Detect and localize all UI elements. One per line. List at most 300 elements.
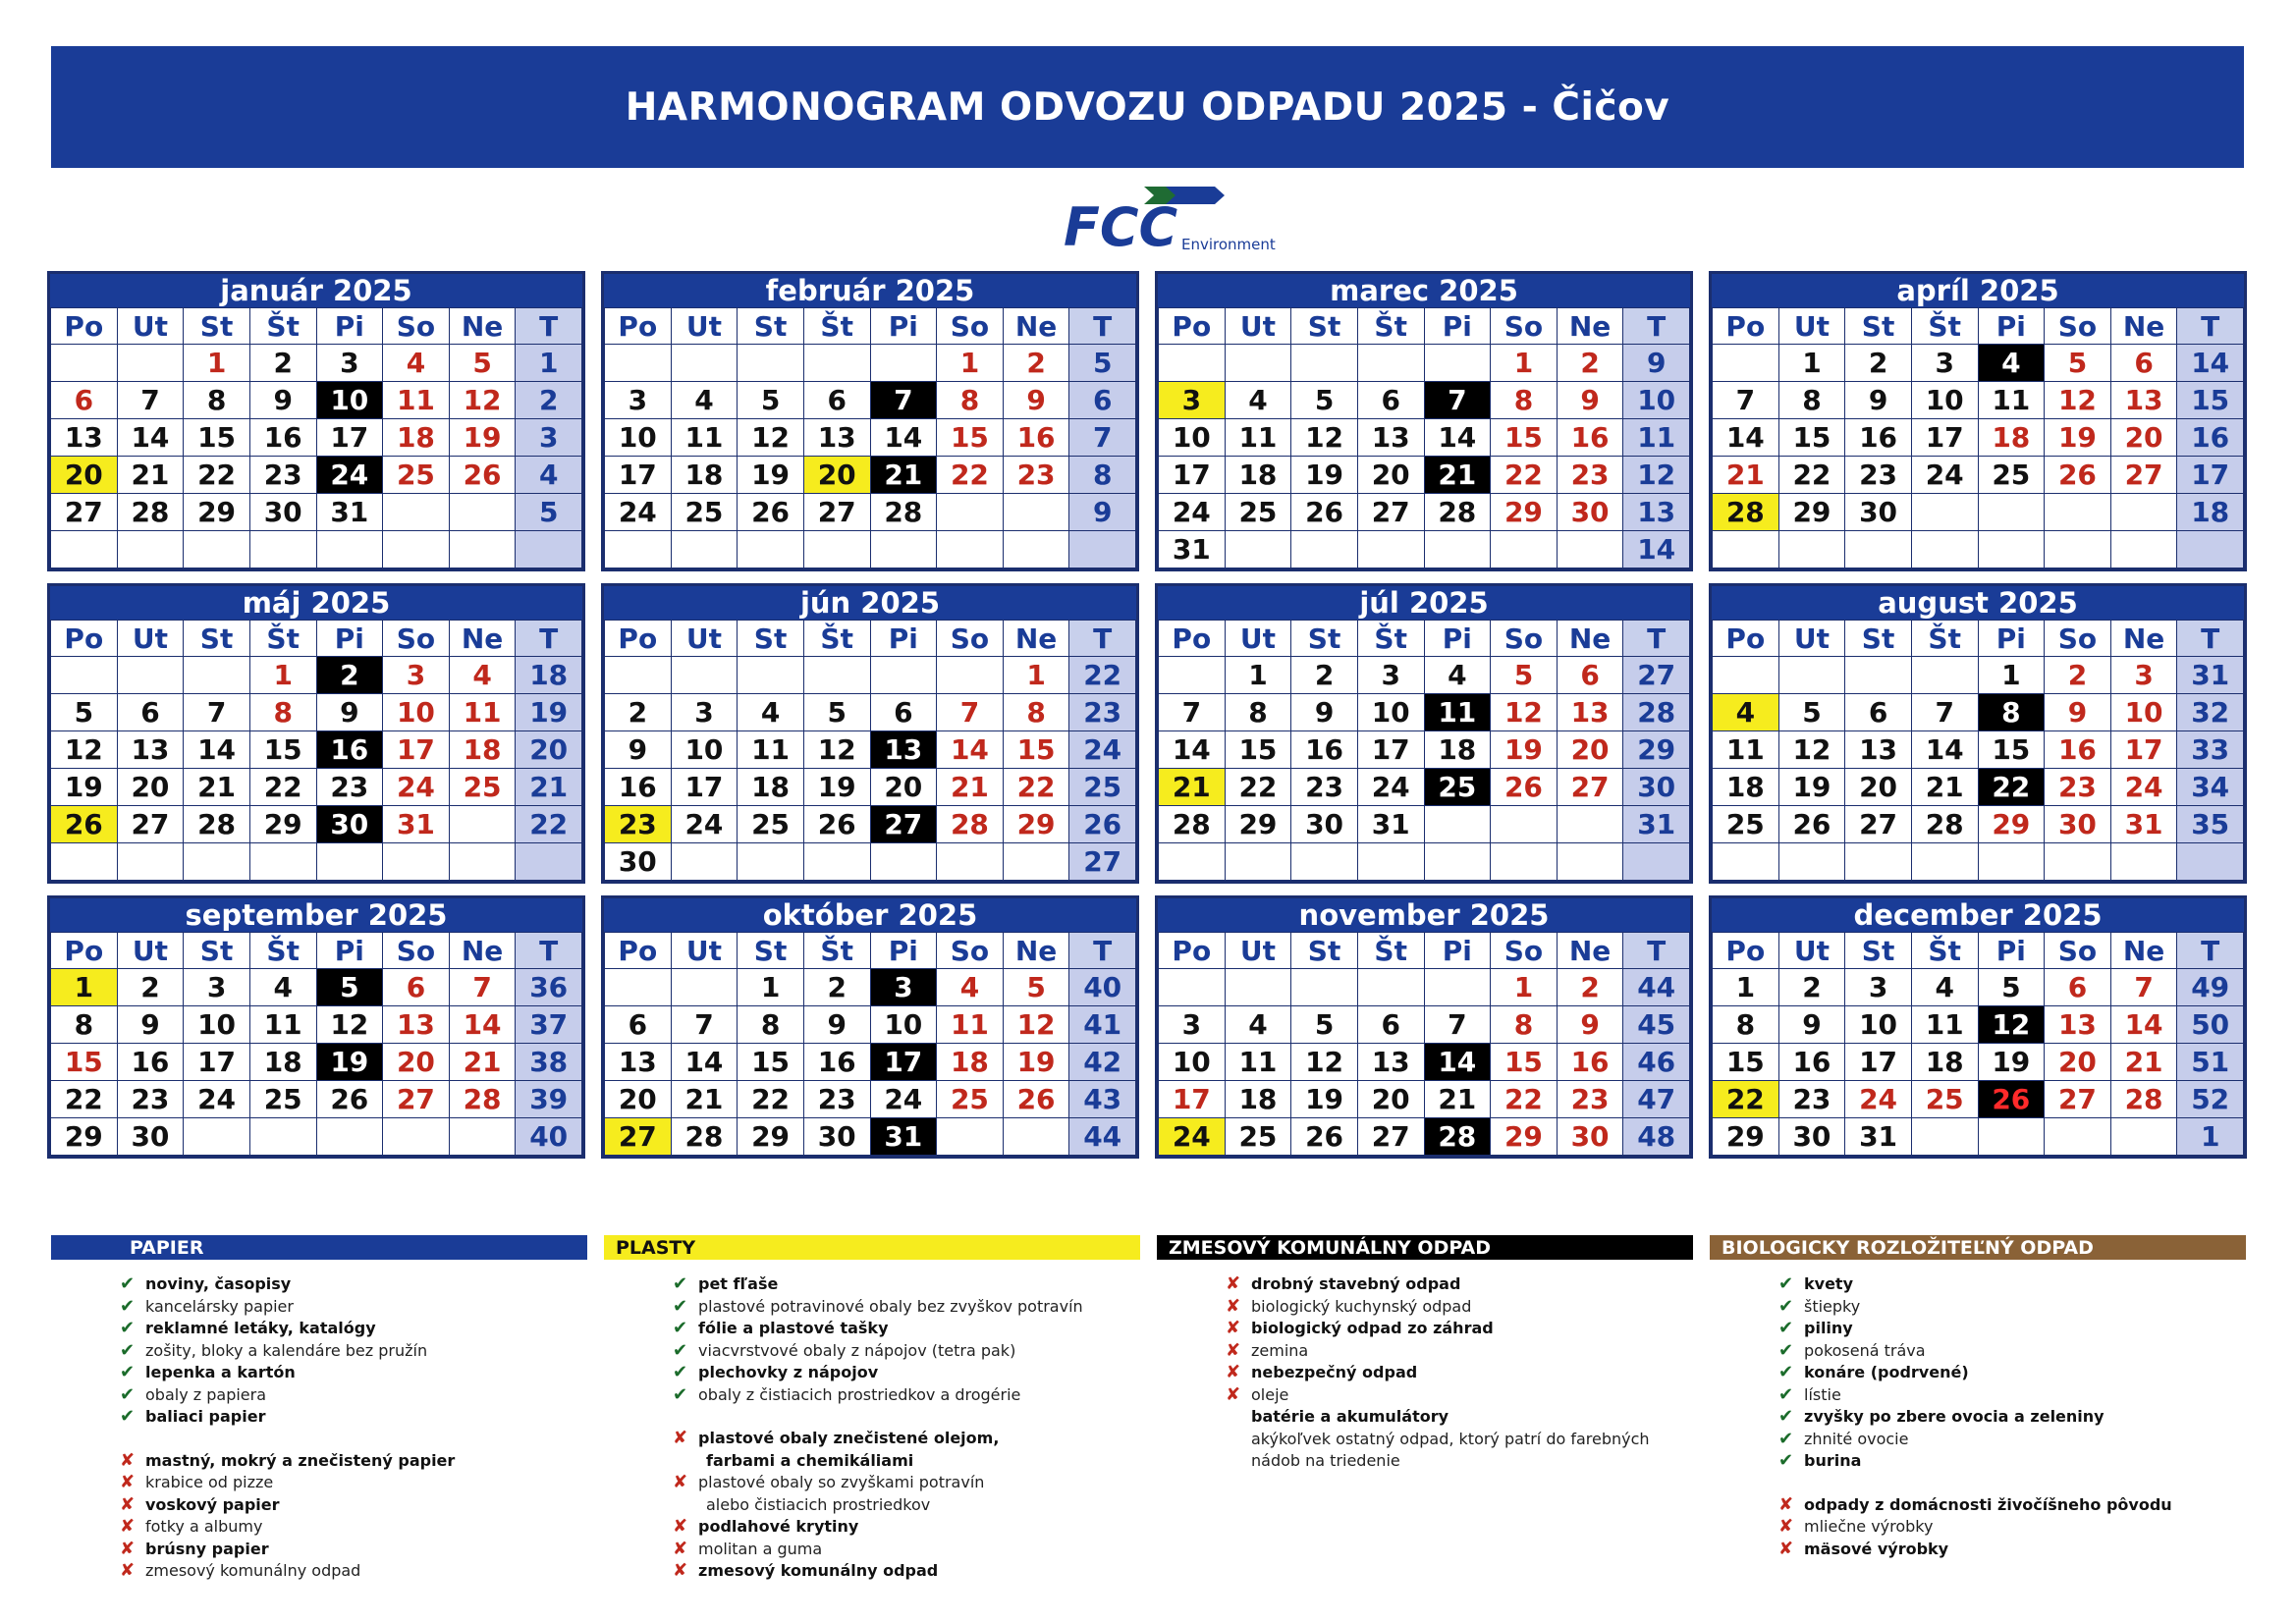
day-cell: 12 — [1978, 1006, 2045, 1044]
day-cell — [383, 1118, 450, 1156]
day-cell — [803, 531, 870, 568]
month-title: apríl 2025 — [1712, 274, 2244, 307]
day-cell: 17 — [184, 1044, 250, 1081]
day-cell: 18 — [738, 769, 804, 806]
week-number-header: T — [2177, 621, 2244, 657]
calendar-grid — [47, 271, 2247, 1159]
day-cell: 14 — [449, 1006, 516, 1044]
legend-item-text: obaly z papiera — [145, 1384, 267, 1404]
day-cell: 2 — [1557, 969, 1623, 1006]
weekday-header: St — [1291, 933, 1358, 969]
weekday-header: Po — [1159, 308, 1226, 345]
day-cell: 31 — [316, 494, 383, 531]
legend-item — [1226, 1318, 1693, 1340]
week-row — [1159, 731, 1690, 769]
day-cell: 16 — [2045, 731, 2111, 769]
week-number-cell: 30 — [1623, 769, 1690, 806]
week-row — [605, 419, 1136, 457]
weekday-header: Po — [51, 621, 118, 657]
weekday-header: St — [1291, 308, 1358, 345]
day-cell: 12 — [51, 731, 118, 769]
day-cell: 19 — [2045, 419, 2111, 457]
day-cell: 21 — [1424, 1081, 1491, 1118]
day-cell: 17 — [2110, 731, 2177, 769]
legend-item — [1778, 1296, 2246, 1319]
week-number-cell: 4 — [516, 457, 582, 494]
legend-item — [1226, 1362, 1693, 1384]
day-cell: 24 — [383, 769, 450, 806]
week-number-cell: 7 — [1069, 419, 1136, 457]
weekday-header: Po — [605, 308, 672, 345]
week-number-header: T — [1623, 933, 1690, 969]
weekday-header: Ut — [117, 308, 184, 345]
day-cell — [383, 494, 450, 531]
week-row — [605, 531, 1136, 568]
week-row — [1713, 769, 2244, 806]
cross-icon: ✘ — [120, 1472, 136, 1492]
legend-item — [1226, 1384, 1693, 1407]
legend-papier — [51, 1235, 587, 1583]
cross-icon: ✘ — [1226, 1318, 1241, 1338]
day-cell — [2045, 531, 2111, 568]
day-cell — [671, 657, 738, 694]
week-row — [1713, 843, 2244, 881]
legend-item-text: zošity, bloky a kalendáre bez pružín — [145, 1340, 428, 1360]
month-table — [50, 307, 582, 568]
day-cell — [2110, 1118, 2177, 1156]
week-number-cell: 46 — [1623, 1044, 1690, 1081]
month-table — [1712, 307, 2244, 568]
day-cell: 4 — [1713, 694, 1779, 731]
month-table — [50, 620, 582, 881]
day-cell: 1 — [184, 345, 250, 382]
weekday-header: Ne — [1003, 621, 1069, 657]
legend-item-text: pokosená tráva — [1804, 1340, 1926, 1360]
legend-item-text: plastové obaly znečistené olejom, — [698, 1429, 1000, 1447]
day-cell: 30 — [117, 1118, 184, 1156]
weekday-header: Ut — [1225, 933, 1291, 969]
month-title: júl 2025 — [1158, 586, 1690, 620]
legend-item — [1226, 1340, 1693, 1363]
day-cell: 5 — [1291, 382, 1358, 419]
day-cell: 9 — [2045, 694, 2111, 731]
day-cell — [383, 531, 450, 568]
day-cell: 25 — [449, 769, 516, 806]
day-cell: 15 — [184, 419, 250, 457]
legend-title: BIOLOGICKY ROZLOŽITEĽNÝ ODPAD — [1710, 1235, 2246, 1260]
legend-item — [1778, 1273, 2246, 1296]
day-cell: 20 — [1557, 731, 1623, 769]
legend-list — [1710, 1273, 2246, 1560]
legend-item — [1226, 1429, 1693, 1451]
day-cell — [738, 843, 804, 881]
month-calendar — [601, 583, 1139, 884]
day-cell — [1845, 843, 1912, 881]
month-title: august 2025 — [1712, 586, 2244, 620]
day-cell — [605, 345, 672, 382]
day-cell: 5 — [1491, 657, 1558, 694]
day-cell: 16 — [803, 1044, 870, 1081]
day-cell: 28 — [117, 494, 184, 531]
day-cell: 29 — [1225, 806, 1291, 843]
legend-item — [120, 1560, 587, 1583]
day-cell: 21 — [870, 457, 937, 494]
week-row — [1159, 1118, 1690, 1156]
legend-zmesovy — [1157, 1235, 1693, 1583]
day-cell: 13 — [870, 731, 937, 769]
legend-item-text: batérie a akumulátory — [1251, 1407, 1449, 1426]
checkmark-icon: ✔ — [1778, 1406, 1794, 1427]
legend-item — [1778, 1406, 2246, 1429]
week-number-cell: 43 — [1069, 1081, 1136, 1118]
day-cell — [316, 843, 383, 881]
day-cell: 22 — [1003, 769, 1069, 806]
day-cell — [2110, 531, 2177, 568]
day-cell — [1978, 531, 2045, 568]
day-cell: 29 — [1778, 494, 1845, 531]
legend-item-text: plechovky z nápojov — [698, 1363, 879, 1381]
day-cell: 23 — [1291, 769, 1358, 806]
day-cell: 3 — [605, 382, 672, 419]
week-row — [1159, 457, 1690, 494]
week-number-cell: 18 — [2177, 494, 2244, 531]
week-row — [605, 769, 1136, 806]
day-cell: 2 — [1291, 657, 1358, 694]
weekday-header: So — [1491, 621, 1558, 657]
day-cell: 12 — [803, 731, 870, 769]
day-cell: 6 — [605, 1006, 672, 1044]
week-number-cell: 31 — [2177, 657, 2244, 694]
day-cell: 12 — [1003, 1006, 1069, 1044]
week-row — [51, 345, 582, 382]
day-cell: 9 — [605, 731, 672, 769]
checkmark-icon: ✔ — [120, 1406, 136, 1427]
legend-item-text: voskový papier — [145, 1494, 280, 1514]
day-cell: 16 — [1003, 419, 1069, 457]
day-cell: 30 — [1291, 806, 1358, 843]
day-cell: 5 — [1978, 969, 2045, 1006]
week-row — [605, 1118, 1136, 1156]
day-cell: 24 — [1159, 494, 1226, 531]
legend-item-text: mliečne výrobky — [1804, 1517, 1934, 1536]
day-cell: 28 — [1159, 806, 1226, 843]
day-cell: 7 — [1424, 382, 1491, 419]
day-cell: 10 — [383, 694, 450, 731]
day-cell — [1291, 843, 1358, 881]
cross-icon: ✘ — [1778, 1493, 1794, 1515]
legend-item — [673, 1406, 1140, 1428]
day-cell: 10 — [2110, 694, 2177, 731]
day-cell: 13 — [2110, 382, 2177, 419]
week-number-cell: 9 — [1069, 494, 1136, 531]
day-cell: 9 — [249, 382, 316, 419]
week-number-cell: 27 — [1623, 657, 1690, 694]
week-number-cell: 16 — [2177, 419, 2244, 457]
page-title: HARMONOGRAM ODVOZU ODPADU 2025 - Čičov — [625, 84, 1670, 130]
day-cell: 26 — [1778, 806, 1845, 843]
week-row — [1159, 769, 1690, 806]
week-row — [51, 457, 582, 494]
week-row — [1713, 457, 2244, 494]
day-cell — [249, 531, 316, 568]
week-number-cell: 49 — [2177, 969, 2244, 1006]
weekday-header: Št — [249, 933, 316, 969]
day-cell: 12 — [1291, 419, 1358, 457]
week-row — [605, 657, 1136, 694]
day-cell: 8 — [1713, 1006, 1779, 1044]
day-cell: 25 — [1424, 769, 1491, 806]
weekday-header: So — [2045, 621, 2111, 657]
day-cell: 11 — [1713, 731, 1779, 769]
weekday-header: Ut — [1778, 933, 1845, 969]
day-cell: 21 — [937, 769, 1004, 806]
day-cell: 29 — [184, 494, 250, 531]
day-cell: 3 — [870, 969, 937, 1006]
weekday-header: St — [184, 621, 250, 657]
day-cell: 21 — [671, 1081, 738, 1118]
week-number-cell: 5 — [516, 494, 582, 531]
day-cell — [803, 345, 870, 382]
day-cell — [1159, 969, 1226, 1006]
day-cell: 2 — [2045, 657, 2111, 694]
weekday-header: So — [1491, 308, 1558, 345]
week-row — [605, 806, 1136, 843]
logo-subtext: Environment — [1181, 236, 1276, 253]
day-cell: 8 — [937, 382, 1004, 419]
week-row — [1713, 657, 2244, 694]
day-cell: 20 — [870, 769, 937, 806]
legend-item — [1778, 1340, 2246, 1363]
week-row — [605, 1044, 1136, 1081]
day-cell: 6 — [117, 694, 184, 731]
month-table — [604, 620, 1136, 881]
week-number-cell: 15 — [2177, 382, 2244, 419]
weekday-header: Pi — [870, 308, 937, 345]
week-row — [1713, 1081, 2244, 1118]
day-cell: 29 — [1713, 1118, 1779, 1156]
day-cell: 11 — [738, 731, 804, 769]
day-cell: 27 — [1557, 769, 1623, 806]
week-number-cell — [2177, 843, 2244, 881]
day-cell: 5 — [2045, 345, 2111, 382]
day-cell — [1291, 345, 1358, 382]
legend-item — [1778, 1473, 2246, 1494]
day-cell: 22 — [1225, 769, 1291, 806]
day-cell: 15 — [738, 1044, 804, 1081]
legend-item — [673, 1384, 1140, 1407]
day-cell: 22 — [1491, 1081, 1558, 1118]
day-cell: 7 — [449, 969, 516, 1006]
day-cell: 26 — [1291, 1118, 1358, 1156]
week-row — [605, 731, 1136, 769]
weekday-header: So — [383, 933, 450, 969]
day-cell: 13 — [1557, 694, 1623, 731]
weekday-header: Št — [1911, 308, 1978, 345]
day-cell — [738, 657, 804, 694]
day-cell: 4 — [449, 657, 516, 694]
month-calendar — [47, 583, 585, 884]
cross-icon: ✘ — [1778, 1538, 1794, 1559]
day-cell: 5 — [803, 694, 870, 731]
month-title: jún 2025 — [604, 586, 1136, 620]
week-row — [1159, 806, 1690, 843]
day-cell: 3 — [671, 694, 738, 731]
day-cell: 27 — [1845, 806, 1912, 843]
weekday-header: Ut — [1225, 621, 1291, 657]
week-row — [51, 806, 582, 843]
day-cell: 23 — [1845, 457, 1912, 494]
day-cell: 26 — [51, 806, 118, 843]
day-cell: 29 — [1491, 1118, 1558, 1156]
day-cell: 12 — [2045, 382, 2111, 419]
weekday-header: So — [937, 621, 1004, 657]
day-cell: 25 — [1713, 806, 1779, 843]
day-cell: 29 — [738, 1118, 804, 1156]
legend-item-text: piliny — [1804, 1319, 1853, 1337]
week-number-cell: 44 — [1623, 969, 1690, 1006]
weekday-header: Št — [1357, 933, 1424, 969]
weekday-header: Ne — [1003, 308, 1069, 345]
week-row — [51, 1118, 582, 1156]
week-number-cell: 29 — [1623, 731, 1690, 769]
day-cell: 16 — [316, 731, 383, 769]
legend-item-text: mäsové výrobky — [1804, 1539, 1949, 1558]
checkmark-icon: ✔ — [1778, 1295, 1794, 1317]
day-cell: 29 — [1491, 494, 1558, 531]
day-cell: 3 — [383, 657, 450, 694]
day-cell — [184, 843, 250, 881]
day-cell: 7 — [1911, 694, 1978, 731]
legend-item — [120, 1539, 587, 1561]
day-cell — [51, 657, 118, 694]
day-cell: 15 — [1778, 419, 1845, 457]
week-row — [51, 657, 582, 694]
legend-item — [1226, 1296, 1693, 1319]
weekday-header: Ut — [117, 933, 184, 969]
legend-item — [1778, 1429, 2246, 1451]
day-cell: 5 — [316, 969, 383, 1006]
cross-icon: ✘ — [120, 1449, 136, 1471]
day-cell: 7 — [1713, 382, 1779, 419]
week-row — [51, 843, 582, 881]
day-cell — [803, 657, 870, 694]
day-cell: 6 — [383, 969, 450, 1006]
week-number-header: T — [2177, 308, 2244, 345]
cross-icon: ✘ — [673, 1472, 688, 1492]
day-cell: 25 — [1978, 457, 2045, 494]
checkmark-icon: ✔ — [1778, 1362, 1794, 1382]
checkmark-icon: ✔ — [1778, 1383, 1794, 1405]
legend-item-text: fólie a plastové tašky — [698, 1319, 889, 1337]
weekday-header: Po — [1159, 621, 1226, 657]
checkmark-icon: ✔ — [120, 1362, 136, 1382]
weekday-header: Št — [803, 933, 870, 969]
week-number-cell: 20 — [516, 731, 582, 769]
day-cell: 3 — [2110, 657, 2177, 694]
day-cell: 11 — [383, 382, 450, 419]
day-cell: 12 — [1291, 1044, 1358, 1081]
weekday-header: St — [1845, 621, 1912, 657]
cross-icon: ✘ — [120, 1538, 136, 1559]
day-cell: 13 — [383, 1006, 450, 1044]
day-cell: 19 — [1291, 457, 1358, 494]
weekday-header: Pi — [1424, 933, 1491, 969]
day-cell: 10 — [1159, 1044, 1226, 1081]
week-row — [51, 1044, 582, 1081]
day-cell — [1357, 843, 1424, 881]
week-row — [1159, 531, 1690, 568]
day-cell: 23 — [1003, 457, 1069, 494]
checkmark-icon: ✔ — [1778, 1339, 1794, 1361]
day-cell — [1225, 843, 1291, 881]
legend-item-text: plastové potravinové obaly bez zvyškov potravín — [698, 1296, 1083, 1316]
week-number-cell — [2177, 531, 2244, 568]
month-title: október 2025 — [604, 898, 1136, 932]
day-cell: 14 — [937, 731, 1004, 769]
day-cell — [937, 531, 1004, 568]
legend-item — [120, 1516, 587, 1539]
day-cell: 31 — [870, 1118, 937, 1156]
day-cell: 23 — [1557, 1081, 1623, 1118]
day-cell — [803, 843, 870, 881]
legend-item-text: krabice od pizze — [145, 1473, 274, 1491]
day-cell: 10 — [1159, 419, 1226, 457]
day-cell: 26 — [1491, 769, 1558, 806]
day-cell: 16 — [249, 419, 316, 457]
week-number-cell: 26 — [1069, 806, 1136, 843]
day-cell — [449, 494, 516, 531]
day-cell: 1 — [1778, 345, 1845, 382]
day-cell: 18 — [383, 419, 450, 457]
title-banner — [51, 46, 2244, 168]
week-number-cell: 3 — [516, 419, 582, 457]
day-cell: 27 — [1357, 494, 1424, 531]
legend-item — [120, 1296, 587, 1319]
legend-item-text: molitan a guma — [698, 1539, 823, 1558]
day-cell: 8 — [1778, 382, 1845, 419]
legend-item — [673, 1472, 1140, 1494]
day-cell: 17 — [1911, 419, 1978, 457]
day-cell: 24 — [2110, 769, 2177, 806]
legend-item-text: alebo čistiacich prostriedkov — [706, 1494, 931, 1514]
month-table — [1158, 307, 1690, 568]
day-cell — [937, 657, 1004, 694]
legend-item — [1778, 1516, 2246, 1539]
day-cell: 6 — [803, 382, 870, 419]
day-cell: 5 — [1003, 969, 1069, 1006]
cross-icon: ✘ — [1226, 1273, 1241, 1294]
day-cell: 21 — [449, 1044, 516, 1081]
day-cell — [449, 531, 516, 568]
week-number-cell: 13 — [1623, 494, 1690, 531]
day-cell: 9 — [117, 1006, 184, 1044]
legend-item-text: zvyšky po zbere ovocia a zeleniny — [1804, 1407, 2105, 1426]
week-row — [1713, 419, 2244, 457]
day-cell: 11 — [671, 419, 738, 457]
week-row — [51, 769, 582, 806]
day-cell: 28 — [937, 806, 1004, 843]
weekday-header: St — [738, 933, 804, 969]
day-cell: 30 — [1845, 494, 1912, 531]
legend-item-text: oleje — [1251, 1384, 1289, 1404]
day-cell: 1 — [1491, 969, 1558, 1006]
week-number-cell: 22 — [1069, 657, 1136, 694]
day-cell: 27 — [2110, 457, 2177, 494]
day-cell — [937, 1118, 1004, 1156]
checkmark-icon: ✔ — [1778, 1318, 1794, 1338]
cross-icon: ✘ — [1226, 1362, 1241, 1382]
weekday-header: Ne — [1557, 308, 1623, 345]
